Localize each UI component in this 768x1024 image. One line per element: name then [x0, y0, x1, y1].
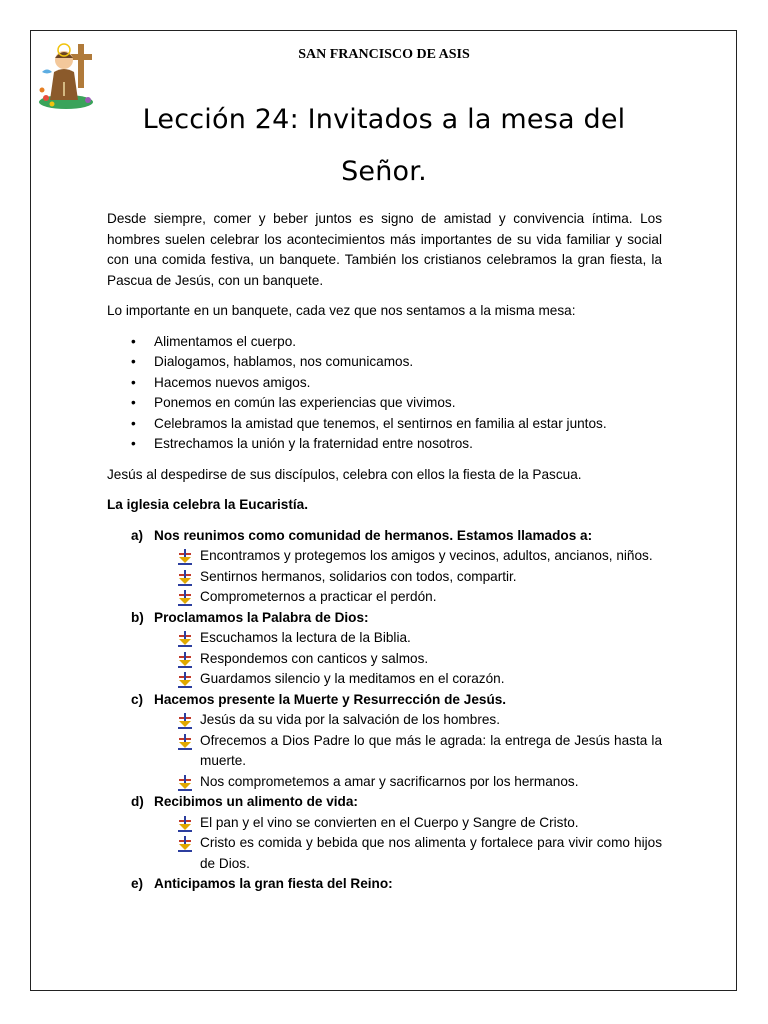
section-items: [154, 546, 662, 608]
list-item-text: Alimentamos el cuerpo.: [154, 333, 297, 349]
list-item: [177, 669, 662, 690]
bullet-icon: •: [131, 395, 136, 410]
list-item-text: Respondemos con canticos y salmos.: [200, 650, 429, 666]
section-heading: Hacemos presente la Muerte y Resurrección de Jesús.: [154, 691, 507, 707]
list-item-text: Sentirnos hermanos, solidarios con todos, compartir.: [200, 568, 517, 584]
section-marker: b): [131, 609, 144, 625]
section-marker: d): [131, 794, 144, 809]
list-item: [177, 772, 662, 793]
banquet-lead: Lo importante en un banquete, cada vez que nos sentamos a la misma mesa:: [107, 303, 576, 318]
lesson-title-line-1: Lección 24: Invitados a la mesa del: [142, 104, 626, 135]
section-marker: e): [131, 876, 144, 891]
down-arrow-bullet-icon: [177, 652, 193, 668]
eucharist-heading: La iglesia celebra la Eucaristía.: [107, 497, 308, 512]
lesson-title-line-2: Señor.: [341, 156, 427, 187]
list-item-text: El pan y el vino se convierten en el Cuerpo y Sangre de Cristo.: [200, 814, 579, 830]
list-item: [107, 414, 662, 435]
eucharist-section: [107, 608, 662, 690]
list-item: [177, 833, 662, 874]
section-items: [154, 628, 662, 690]
section-heading: Anticipamos la gran fiesta del Reino:: [154, 876, 393, 891]
banquet-list: [107, 332, 662, 455]
list-item: [177, 710, 662, 731]
down-arrow-bullet-icon: [177, 734, 193, 750]
eucharist-section: [107, 690, 662, 793]
list-item-text: Estrechamos la unión y la fraternidad entre nosotros.: [154, 436, 473, 451]
list-item-text: Nos comprometemos a amar y sacrificarnos por los hermanos.: [200, 773, 579, 789]
list-item: [177, 546, 662, 567]
lesson-title: [100, 94, 668, 198]
list-item: [177, 587, 662, 608]
down-arrow-bullet-icon: [177, 713, 193, 729]
eucharist-section: [107, 874, 662, 895]
list-item-text: Hacemos nuevos amigos.: [154, 374, 311, 390]
down-arrow-bullet-icon: [177, 570, 193, 586]
list-item-text: Ponemos en común las experiencias que vivimos.: [154, 395, 456, 410]
lesson-body: [107, 209, 662, 895]
section-items: [154, 813, 662, 875]
list-item: [177, 567, 662, 588]
down-arrow-bullet-icon: [177, 672, 193, 688]
list-item-text: Escuchamos la lectura de la Biblia.: [200, 630, 411, 645]
list-item-text: Guardamos silencio y la meditamos en el corazón.: [200, 671, 505, 686]
list-item-text: Cristo es comida y bebida que nos alimenta y fortalece para vivir como hijos de Dios.: [200, 835, 662, 871]
list-item-text: Ofrecemos a Dios Padre lo que más le agrada: la entrega de Jesús hasta la muerte.: [200, 732, 662, 768]
section-marker: c): [131, 691, 144, 707]
list-item-text: Comprometernos a practicar el perdón.: [200, 589, 437, 604]
bullet-icon: •: [131, 415, 136, 431]
down-arrow-bullet-icon: [177, 631, 193, 647]
eucharist-sections: [107, 526, 662, 895]
down-arrow-bullet-icon: [177, 590, 193, 606]
list-item: [107, 352, 662, 373]
eucharist-section: [107, 792, 662, 874]
list-item: [177, 731, 662, 772]
section-heading: Recibimos un alimento de vida:: [154, 794, 358, 809]
section-heading: Nos reunimos como comunidad de hermanos. Estamos llamados a:: [154, 527, 593, 543]
school-name: SAN FRANCISCO DE ASIS: [298, 47, 470, 62]
list-item-text: Dialogamos, hablamos, nos comunicamos.: [154, 354, 414, 369]
list-item: [107, 332, 662, 353]
list-item: [107, 434, 662, 455]
jesus-paragraph: Jesús al despedirse de sus discípulos, celebra con ellos la fiesta de la Pascua.: [107, 466, 582, 482]
bullet-icon: •: [131, 374, 136, 390]
list-item-text: Encontramos y protegemos los amigos y vecinos, adultos, ancianos, niños.: [200, 548, 653, 563]
list-item: [107, 393, 662, 414]
down-arrow-bullet-icon: [177, 549, 193, 565]
list-item-text: Celebramos la amistad que tenemos, el sentirnos en familia al estar juntos.: [154, 415, 607, 431]
section-marker: a): [131, 527, 144, 543]
bullet-icon: •: [131, 436, 136, 451]
list-item: [107, 373, 662, 394]
down-arrow-bullet-icon: [177, 816, 193, 832]
list-item: [177, 628, 662, 649]
eucharist-section: [107, 526, 662, 608]
list-item: [177, 649, 662, 670]
bullet-icon: •: [131, 354, 136, 369]
down-arrow-bullet-icon: [177, 775, 193, 791]
bullet-icon: •: [131, 333, 136, 349]
list-item: [177, 813, 662, 834]
list-item-text: Jesús da su vida por la salvación de los hombres.: [200, 712, 500, 727]
down-arrow-bullet-icon: [177, 836, 193, 852]
section-heading: Proclamamos la Palabra de Dios:: [154, 609, 369, 625]
section-items: [154, 710, 662, 792]
intro-paragraph: Desde siempre, comer y beber juntos es signo de amistad y convivencia íntima. Los hombres suelen celebrar los acontecimientos más importantes de su vida familiar y social con una comida festiva, un banquete. También los cristianos celebramos la gran fiesta, la Pascua de Jesús, con un banquete.: [107, 211, 662, 288]
